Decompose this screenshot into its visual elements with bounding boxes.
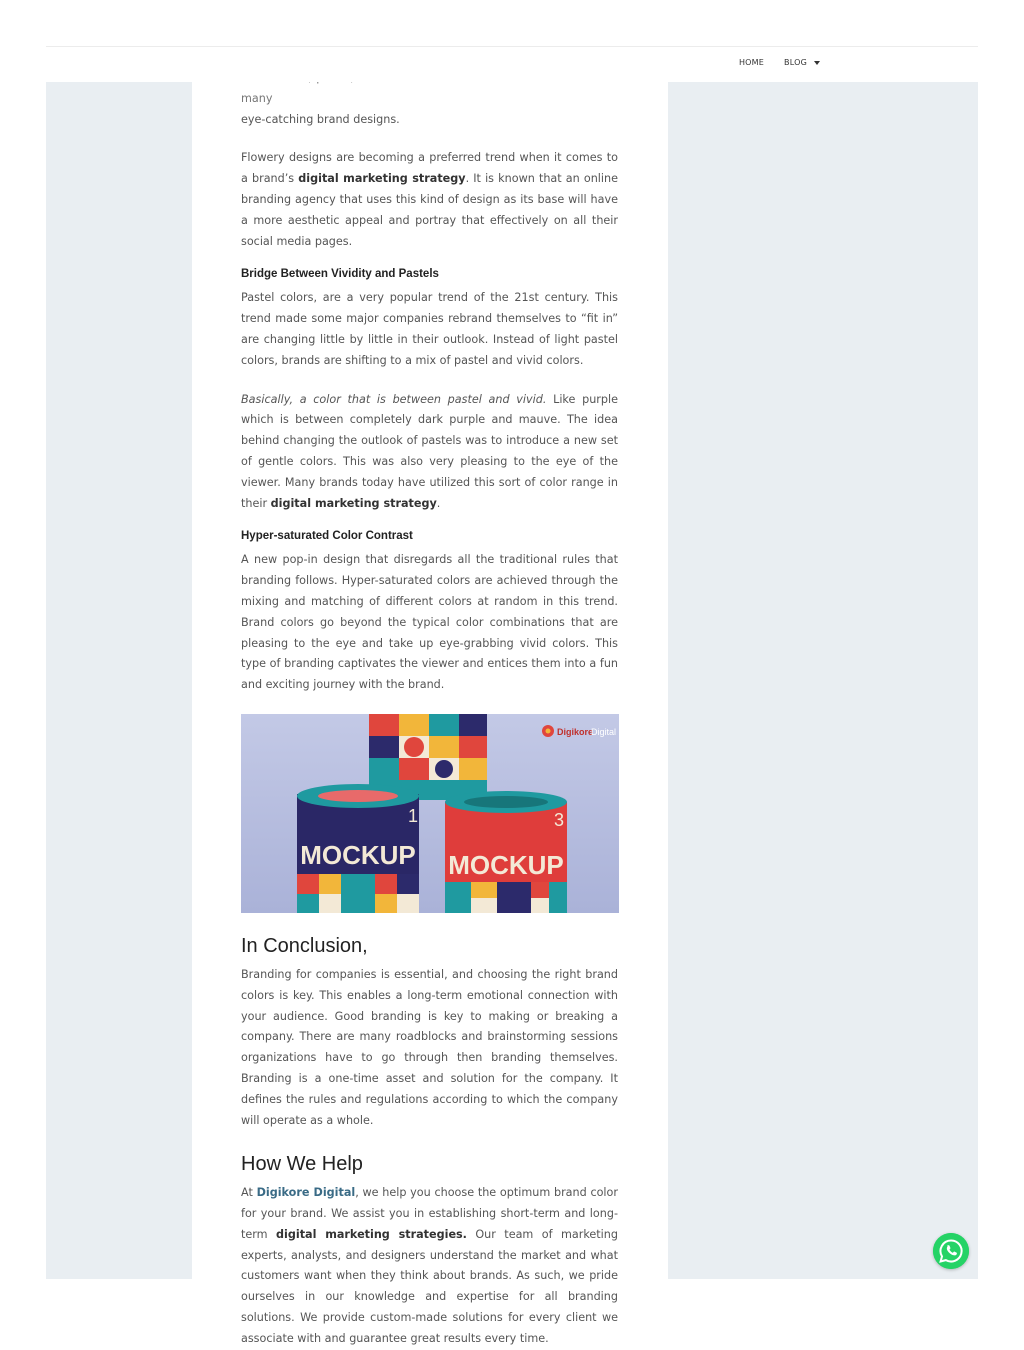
paragraph-hyper: A new pop-in design that disregards all the traditional rules that branding follows. Hyper-saturated colors are achieved through the mixing and matching of different colors at random in this trend. Brand colors go beyond the typical color combinations that are pleasing to the eye and take up eye-grabbing vivid colors. This type of branding captivates the viewer and entices them into a fun and exciting journey with the brand. — [241, 553, 618, 692]
mockup-product-image — [241, 714, 619, 913]
mockup-label-right: MOCKUP — [448, 849, 564, 880]
caret-down-icon — [814, 61, 820, 65]
logo-brand-text: Digikore — [557, 726, 594, 737]
nav-menu — [739, 58, 820, 67]
paragraph-vivid-end: . — [436, 496, 441, 510]
mockup-label-left: MOCKUP — [300, 839, 416, 870]
keyword-digital-marketing-strategy: digital marketing strategy — [298, 172, 466, 186]
paragraph-vivid — [241, 390, 618, 515]
heading-how-we-help: How We Help — [241, 1153, 363, 1176]
left-canister — [297, 784, 419, 913]
paragraph-pastel: Pastel colors, are a very popular trend of the 21st century. This trend made some major companies rebrand themselves to “fit in” are changing little by little in their outlook. Instead of light pastel colors, brands are shifting to a mix of pastel and vivid colors. — [241, 291, 618, 367]
paragraph-help-end: Our team of marketing experts, analysts, and designers understand the market and what customers want when they think about brands. As such, we pride ourselves in our knowledge and expertise for all branding solutions. We provide custom-made solutions for every client we associate with and guarantee great results every time. — [241, 1227, 618, 1345]
heading-hyper: Hyper-saturated Color Contrast — [241, 530, 413, 543]
nav-home[interactable] — [739, 58, 764, 67]
paragraph-flowery-text-1: Flowery designs are becoming a preferred trend when it comes to a brand’s — [241, 151, 618, 186]
digikore-digital-link[interactable]: Digikore Digital — [256, 1186, 356, 1200]
emphasis-text: Basically, a color that is between pastel and vivid. — [241, 392, 547, 406]
top-navbar — [46, 46, 978, 82]
nav-blog-label: BLOG — [784, 58, 807, 67]
nav-home-label: HOME — [738, 58, 765, 67]
paragraph-help-at: At — [241, 1186, 257, 1200]
paragraph-help-text: , we help you choose the optimum brand color for your brand. We assist you in establishing short-term and long-term — [241, 1186, 618, 1241]
paragraph-flowery-text-2: . It is known that an online branding agency that uses this kind of design as its base will have a more aesthetic appeal and portray that effectively on all their social media pages. — [241, 172, 619, 248]
keyword-digital-marketing-strategy-2: digital marketing strategy — [270, 496, 437, 510]
paragraph-flowery — [241, 148, 618, 252]
paragraph-vivid-text: Like purple which is between completely dark purple and mauve. The idea behind changing the outlook of pastels was to introduce a new set of gentle colors. This was also very pleasing to the eye of the viewer. Many brands today have utilized this sort of color range in their — [241, 392, 618, 510]
whatsapp-icon — [933, 1233, 969, 1269]
blog-article — [241, 68, 618, 1350]
heading-conclusion: In Conclusion, — [241, 934, 368, 957]
paragraph-intro-end: eye-catching brand designs. — [241, 112, 400, 126]
keyword-digital-marketing-strategies: digital marketing strategies. — [276, 1227, 467, 1241]
paragraph-conclusion: Branding for companies is essential, and choosing the right brand colors is key. This enables a long-term emotional connection with your audience. Good branding is key to making or breaking a company. There are many roadblocks and brainstorming sessions organizations have to go through then branding themselves. Branding is a one-time asset and solution for the company. It defines the rules and regulations according to which the company will operate as a whole. — [241, 967, 618, 1127]
whatsapp-button[interactable] — [933, 1233, 969, 1269]
cutoff-line: many — [241, 91, 273, 105]
heading-bridge: Bridge Between Vividity and Pastels — [241, 268, 439, 281]
mockup-number-left: 1 — [407, 805, 419, 826]
nav-blog[interactable] — [784, 58, 820, 67]
mockup-illustration — [241, 714, 619, 913]
mockup-number-right: 3 — [553, 809, 565, 830]
logo-suffix-text: Digital — [591, 726, 617, 737]
right-canister — [445, 791, 567, 913]
